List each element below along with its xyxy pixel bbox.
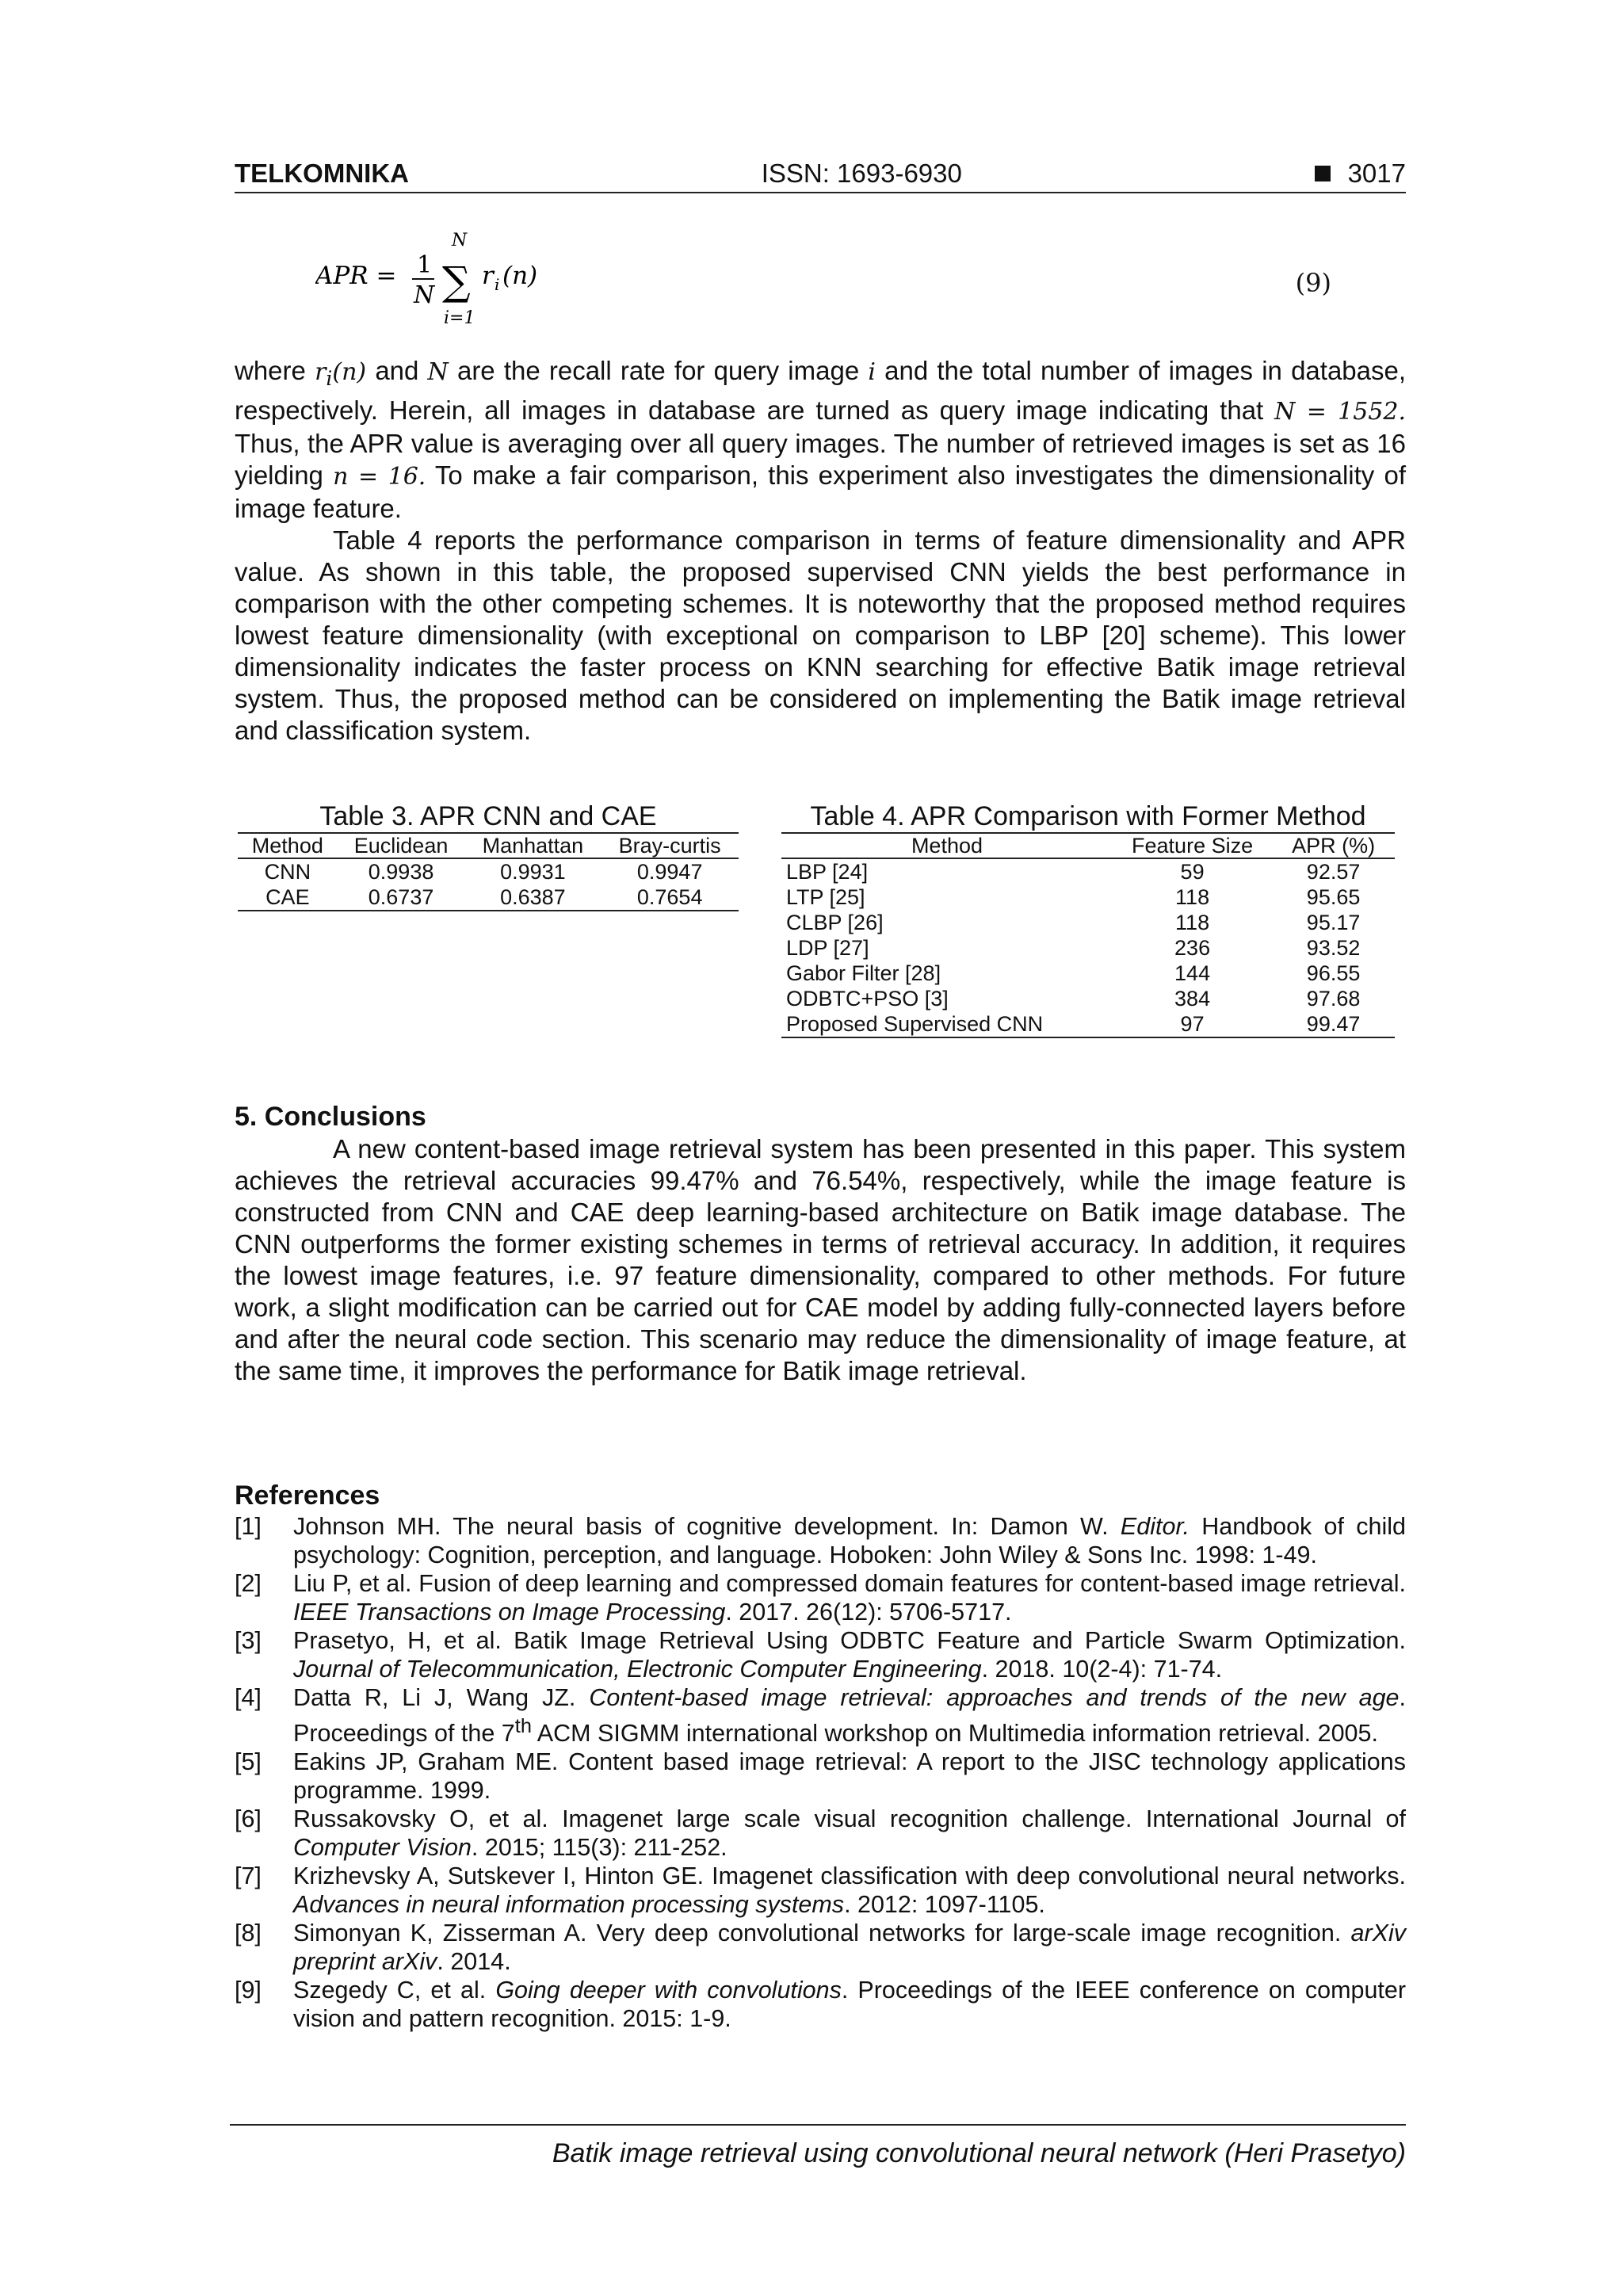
- table-cell: 144: [1174, 961, 1211, 985]
- table-cell: CAE: [238, 884, 338, 911]
- table-row: [781, 884, 1395, 910]
- table-3-header-method: Method: [238, 833, 338, 858]
- table-row: [238, 884, 739, 911]
- eq-sum-sign: ∑: [442, 258, 471, 304]
- table-cell: 95.65: [1306, 885, 1361, 909]
- reference-part: Russakovsky O, et al. Imagenet large scale visual recognition challenge. International Journal of: [293, 1805, 1406, 1833]
- table-cell: Gabor Filter [28]: [786, 961, 941, 985]
- table-cell: 0.6737: [338, 884, 465, 911]
- reference-part: . Proceedings of the IEEE conference on computer vision and pattern recognition. 2015: 1-9.: [293, 1977, 1407, 2033]
- reference-italic: arXiv preprint arXiv: [293, 1920, 1407, 1976]
- reference-italic: Advances in neural information processing systems: [293, 1891, 845, 1919]
- eq-sum-bottom: i=1: [444, 308, 475, 328]
- table-cell: 0.7654: [601, 884, 739, 911]
- issn: ISSN: 1693-6930: [761, 159, 962, 188]
- body-text: [235, 355, 1406, 747]
- reference-part: Szegedy C, et al.: [293, 1977, 487, 2004]
- equation-body: [315, 227, 569, 338]
- reference-number: [3]: [235, 1627, 262, 1654]
- reference-text: Eakins JP, Graham ME. Content based image retrieval: A report to the JISC technology applications programme. 1999.: [293, 1748, 1406, 1805]
- p1-math-r-sub: i: [326, 367, 333, 390]
- table-3-grid: [238, 832, 739, 911]
- reference-superscript: th: [514, 1715, 532, 1737]
- reference-part: . Proceedings of the 7: [293, 1684, 1406, 1748]
- eq-term: r: [482, 262, 494, 290]
- reference-item: [235, 1976, 1406, 2033]
- table-4-header-feature-size: Feature Size: [1113, 833, 1272, 858]
- reference-item: [235, 1862, 1406, 1919]
- table-3-caption: Table 3. APR CNN and CAE: [319, 801, 657, 831]
- conclusions-heading: 5. Conclusions: [235, 1102, 426, 1132]
- p1-math-r-base: r: [315, 358, 327, 386]
- reference-item: [235, 1748, 1406, 1805]
- table-row: [781, 986, 1395, 1011]
- reference-part: . 2017. 26(12): 5706-5717.: [725, 1599, 1012, 1626]
- table-row: [781, 858, 1395, 884]
- eq-term-sub: i: [495, 275, 500, 294]
- reference-part: . 2012: 1097-1105.: [844, 1891, 1045, 1919]
- table-cell: 0.9938: [368, 860, 434, 884]
- reference-part: Krizhevsky A, Sutskever I, Hinton GE. Imagenet classification with deep convolutional neural networks.: [293, 1862, 1406, 1890]
- table-4-header-apr: APR (%): [1272, 833, 1395, 858]
- eq-lhs: APR =: [315, 262, 397, 290]
- table-row: [781, 1011, 1395, 1037]
- conclusions-body: [235, 1133, 1406, 1387]
- reference-text: [293, 1626, 1406, 1683]
- eq-frac-den: N: [414, 281, 435, 309]
- p1-text-1: where: [235, 356, 306, 385]
- table-cell: 59: [1180, 860, 1205, 884]
- reference-item: [235, 1919, 1406, 1976]
- table-cell: 118: [1175, 911, 1210, 934]
- equation-number: (9): [1295, 268, 1331, 298]
- reference-part: . 2015; 115(3): 211-252.: [471, 1834, 727, 1862]
- table-4-caption: Table 4. APR Comparison with Former Method: [810, 801, 1366, 831]
- p1-math-r-arg: (n): [332, 358, 367, 386]
- table-cell: 97.68: [1306, 987, 1361, 1010]
- table-cell: ODBTC+PSO [3]: [786, 987, 949, 1010]
- reference-item: [235, 1805, 1406, 1862]
- page-number-block: [1315, 159, 1406, 189]
- reference-text: [293, 1512, 1406, 1569]
- table-cell: 96.55: [1306, 961, 1361, 985]
- table-cell: 95.17: [1306, 911, 1361, 934]
- table-cell: LBP [24]: [786, 860, 869, 884]
- table-3: [238, 800, 739, 911]
- reference-part: Simonyan K, Zisserman A. Very deep convolutional networks for large-scale image recognition.: [293, 1920, 1342, 1947]
- reference-italic: Going deeper with convolutions: [495, 1977, 842, 2004]
- reference-text: [293, 1569, 1406, 1626]
- reference-part: ACM SIGMM international workshop on Multimedia information retrieval. 2005.: [537, 1720, 1378, 1748]
- reference-number: [5]: [235, 1748, 262, 1776]
- table-row: [781, 961, 1395, 986]
- table-4-header-method: Method: [781, 833, 1113, 858]
- reference-italic: Content-based image retrieval: approaches and trends of the new age: [589, 1684, 1400, 1711]
- reference-item: [235, 1569, 1406, 1626]
- table-cell: 93.52: [1306, 936, 1361, 960]
- conclusions-paragraph: A new content-based image retrieval system has been presented in this paper. This system achieves the retrieval accuracies 99.47% and 76.54%, respectively, while the image feature is constructed from CNN and CAE deep learning-based architecture on Batik image database. The CNN outperforms the former existing schemes in terms of retrieval accuracy. In addition, it requires the lowest image features, i.e. 97 feature dimensionality, compared to other methods. For future work, a slight modification can be carried out for CAE model by adding fully-connected layers before and after the neural code section. This scenario may reduce the dimensionality of image feature, at the same time, it improves the performance for Batik image retrieval.: [235, 1134, 1406, 1385]
- references-list: [235, 1512, 1406, 2033]
- reference-number: [2]: [235, 1570, 262, 1597]
- reference-part: Liu P, et al. Fusion of deep learning and compressed domain features for content-based image retrieval.: [293, 1570, 1406, 1597]
- reference-part: . 2018. 10(2-4): 71-74.: [981, 1656, 1223, 1683]
- table-4-grid: [781, 832, 1395, 1038]
- reference-number: [4]: [235, 1684, 262, 1711]
- table-cell: 236: [1174, 936, 1211, 960]
- table-cell: LDP [27]: [786, 936, 869, 960]
- reference-number: [7]: [235, 1862, 262, 1890]
- table-cell: 0.9947: [636, 860, 703, 884]
- reference-item: [235, 1683, 1406, 1748]
- reference-number: [6]: [235, 1805, 262, 1833]
- p1-text-4: and the total number of images in database, respectively. Herein, all images in database are turned as query image indicating that: [235, 356, 1407, 425]
- p1-math-n: N: [427, 358, 449, 386]
- p1-text-3: are the recall rate for query image: [456, 356, 860, 385]
- table-cell: 118: [1175, 885, 1210, 909]
- table-cell: 92.57: [1306, 860, 1361, 884]
- page-footer: Batik image retrieval using convolutional neural network (Heri Prasetyo): [230, 2124, 1406, 2169]
- p1-math-r: [315, 358, 367, 390]
- p1-math-n-value: N = 1552.: [1274, 398, 1406, 426]
- reference-text: [293, 1976, 1406, 2033]
- paragraph-1: [235, 355, 1406, 525]
- reference-part: . 2014.: [437, 1948, 511, 1976]
- reference-italic: Computer Vision: [293, 1834, 472, 1862]
- table-cell: Proposed Supervised CNN: [781, 1011, 1113, 1037]
- eq-term-arg: (n): [502, 262, 538, 290]
- references-heading: References: [235, 1480, 380, 1511]
- reference-number: [8]: [235, 1920, 262, 1947]
- reference-part: Prasetyo, H, et al. Batik Image Retrieval Using ODBTC Feature and Particle Swarm Optimization.: [293, 1627, 1406, 1654]
- reference-part: Johnson MH. The neural basis of cognitive development. In: Damon W.: [293, 1513, 1109, 1540]
- reference-part: Handbook of child psychology: Cognition, perception, and language. Hoboken: John Wiley & Sons Inc. 1998: 1-49.: [293, 1513, 1406, 1568]
- reference-italic: Editor.: [1120, 1513, 1190, 1540]
- p1-math-i: i: [868, 358, 876, 386]
- table-cell: 99.47: [1272, 1011, 1395, 1037]
- reference-text: [293, 1805, 1406, 1862]
- table-3-header-manhattan: Manhattan: [464, 833, 601, 858]
- reference-italic: IEEE Transactions on Image Processing: [293, 1599, 726, 1626]
- reference-number: [9]: [235, 1977, 262, 2004]
- reference-part: Datta R, Li J, Wang JZ.: [293, 1684, 576, 1711]
- p1-math-n-retrieved: n = 16.: [333, 463, 426, 491]
- table-cell: LTP [25]: [786, 885, 865, 909]
- reference-italic: Journal of Telecommunication, Electronic Computer Engineering: [293, 1656, 982, 1683]
- table-cell: 97: [1113, 1011, 1272, 1037]
- p1-text-5: Thus, the APR value is averaging over all query images. The number of retrieved images is set as 16 yielding: [235, 429, 1406, 490]
- page-header: [235, 155, 1406, 193]
- square-bullet-icon: [1315, 166, 1331, 181]
- table-cell: CLBP [26]: [786, 911, 884, 934]
- table-row: [238, 858, 739, 884]
- journal-name: TELKOMNIKA: [235, 159, 409, 188]
- equation-apr: [309, 227, 1331, 338]
- table-3-header-euclidean: Euclidean: [338, 833, 465, 858]
- eq-frac-num: 1: [417, 251, 433, 279]
- table-3-header-row: [238, 833, 739, 858]
- table-cell: 0.9931: [500, 860, 566, 884]
- table-4: [781, 800, 1395, 1038]
- table-cell: CNN: [264, 860, 311, 884]
- table-row: [781, 910, 1395, 935]
- reference-item: [235, 1626, 1406, 1683]
- reference-number: [1]: [235, 1513, 262, 1540]
- reference-text: [293, 1862, 1406, 1919]
- paragraph-2: Table 4 reports the performance comparison in terms of feature dimensionality and APR value. As shown in this table, the proposed supervised CNN yields the best performance in comparison with the other competing schemes. It is noteworthy that the proposed method requires lowest feature dimensionality (with exceptional on comparison to LBP [20] scheme). This lower dimensionality indicates the faster process on KNN searching for effective Batik image retrieval system. Thus, the proposed method can be considered on implementing the Batik image retrieval and classification system.: [235, 525, 1406, 745]
- table-cell: 384: [1174, 987, 1211, 1010]
- page-number: 3017: [1347, 159, 1406, 188]
- p1-text-2: and: [375, 356, 419, 385]
- reference-text: [293, 1683, 1406, 1748]
- table-row: [781, 935, 1395, 961]
- reference-text: [293, 1919, 1406, 1976]
- table-3-header-braycurtis: Bray-curtis: [601, 833, 739, 858]
- table-cell: 0.6387: [464, 884, 601, 911]
- table-4-header-row: [781, 833, 1395, 858]
- eq-sum-top: N: [452, 231, 468, 250]
- p1-text-6: To make a fair comparison, this experiment also investigates the dimensionality of image feature.: [235, 460, 1406, 523]
- reference-item: [235, 1512, 1406, 1569]
